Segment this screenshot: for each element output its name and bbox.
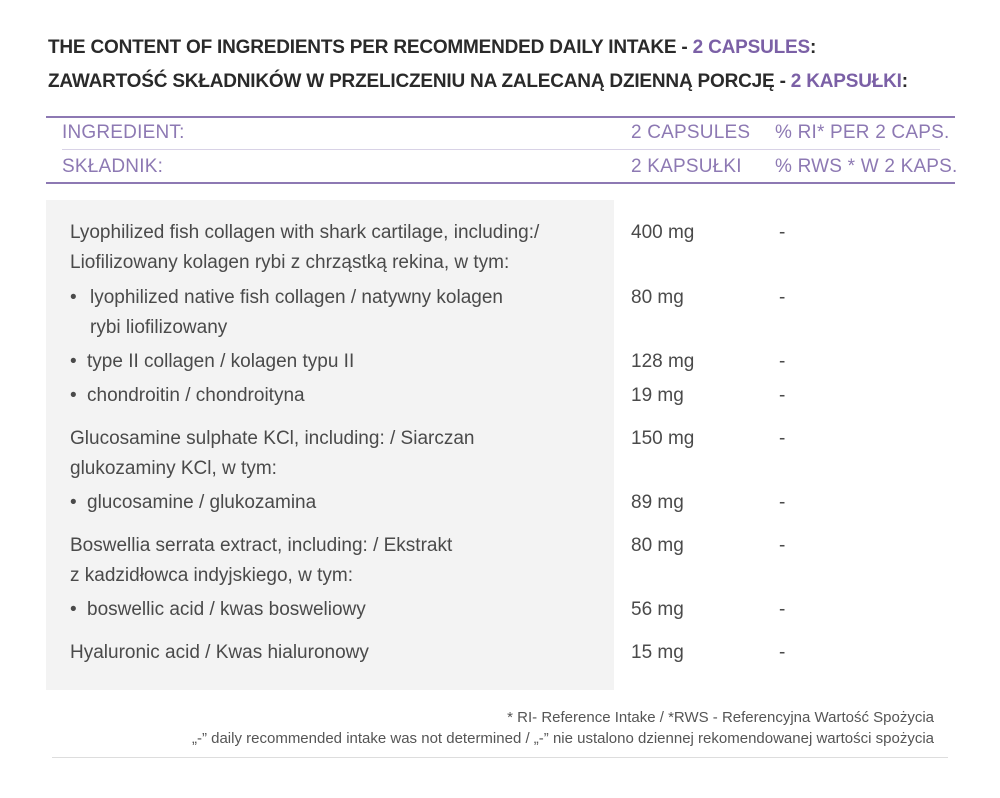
header-ri-en: % RI* PER 2 CAPS. [775, 122, 950, 143]
row-3-amount: 19 mg [631, 385, 684, 406]
bottom-divider [52, 757, 948, 758]
row-5-ri: - [779, 492, 786, 513]
page-title-en [48, 37, 816, 59]
row-7-bullet: • [70, 599, 77, 620]
title-pl-text: ZAWARTOŚĆ SKŁADNIKÓW W PRZELICZENIU NA ZALECANĄ DZIENNĄ PORCJĘ - [48, 71, 791, 92]
row-8-ri: - [779, 642, 786, 663]
title-pl-accent: 2 KAPSUŁKI [790, 71, 902, 92]
header-ri-pl: % RWS * W 2 KAPS. [775, 156, 958, 177]
row-6-line1: Boswellia serrata extract, including: / Ekstrakt [70, 535, 453, 556]
row-8-line1: Hyaluronic acid / Kwas hialuronowy [70, 642, 369, 663]
row-1-bullet: • [70, 287, 77, 308]
row-5-amount: 89 mg [631, 492, 684, 513]
row-7-ri: - [779, 599, 786, 620]
title-pl-end: : [901, 71, 908, 92]
row-1-line1: lyophilized native fish collagen / natywny kolagen [90, 287, 503, 308]
row-6-amount: 80 mg [631, 535, 684, 556]
header-bottom-rule [46, 182, 955, 184]
row-6-ri: - [779, 535, 786, 556]
row-0-line2: Liofilizowany kolagen rybi z chrząstką rekina, w tym: [70, 252, 510, 273]
header-top-rule [46, 116, 955, 118]
title-en-end: : [809, 37, 817, 58]
row-5-line1: glucosamine / glukozamina [87, 492, 317, 513]
row-0-line1: Lyophilized fish collagen with shark cartilage, including:/ [70, 222, 540, 243]
row-7-line1: boswellic acid / kwas bosweliowy [87, 599, 366, 620]
footnote-not-determined: „-” daily recommended intake was not determined / „-” nie ustalono dziennej rekomendowanej wartości spożycia [191, 730, 934, 747]
page-title-pl [48, 71, 908, 93]
header-mid-rule [62, 149, 940, 150]
row-7-amount: 56 mg [631, 599, 684, 620]
header-amount-pl: 2 KAPSUŁKI [631, 156, 742, 177]
row-2-line1: type II collagen / kolagen typu II [87, 351, 355, 372]
header-ingredient-pl: SKŁADNIK: [62, 156, 164, 177]
row-5-bullet: • [70, 492, 77, 513]
row-4-line2: glukozaminy KCl, w tym: [70, 458, 277, 479]
row-0-amount: 400 mg [631, 222, 695, 243]
title-en-text: THE CONTENT OF INGREDIENTS PER RECOMMENDED DAILY INTAKE - [48, 37, 693, 58]
row-4-amount: 150 mg [631, 428, 695, 449]
row-2-bullet: • [70, 351, 77, 372]
row-2-amount: 128 mg [631, 351, 695, 372]
row-0-ri: - [779, 222, 786, 243]
footnote-ri: * RI- Reference Intake / *RWS - Referencyjna Wartość Spożycia [507, 709, 934, 726]
row-6-line2: z kadzidłowca indyjskiego, w tym: [70, 565, 353, 586]
row-2-ri: - [779, 351, 786, 372]
row-4-line1: Glucosamine sulphate KCl, including: / Siarczan [70, 428, 475, 449]
row-4-ri: - [779, 428, 786, 449]
row-3-bullet: • [70, 385, 77, 406]
row-8-amount: 15 mg [631, 642, 684, 663]
row-1-ri: - [779, 287, 786, 308]
row-3-line1: chondroitin / chondroityna [87, 385, 305, 406]
header-amount-en: 2 CAPSULES [631, 122, 751, 143]
row-1-line2: rybi liofilizowany [90, 317, 228, 338]
row-3-ri: - [779, 385, 786, 406]
header-ingredient-en: INGREDIENT: [62, 122, 185, 143]
title-en-accent: 2 CAPSULES [692, 37, 810, 58]
row-1-amount: 80 mg [631, 287, 684, 308]
